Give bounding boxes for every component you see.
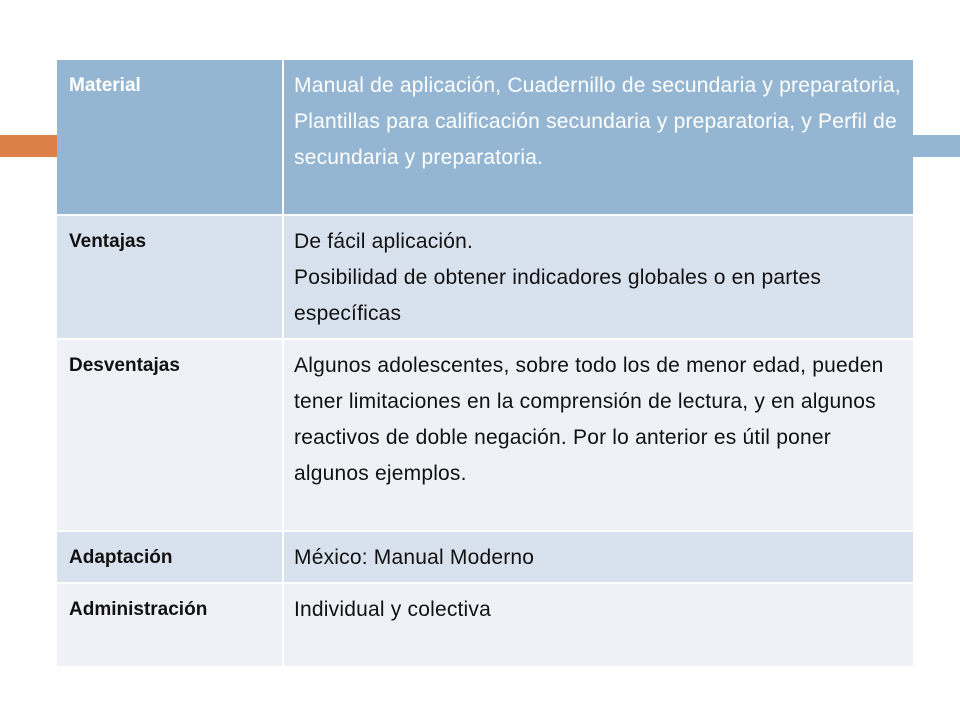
row-value-material: Manual de aplicación, Cuadernillo de secundaria y preparatoria, Plantillas para calificación secundaria y preparatoria, y Perfil de secundaria y preparatoria. <box>283 60 913 215</box>
row-value-adaptacion: México: Manual Moderno <box>283 531 913 583</box>
row-value-administracion: Individual y colectiva <box>283 583 913 667</box>
accent-bar-right <box>913 135 960 157</box>
accent-bar-left <box>0 135 57 157</box>
row-label-adaptacion: Adaptación <box>57 531 283 583</box>
table-row-administracion <box>57 583 913 667</box>
table-row-adaptacion <box>57 531 913 583</box>
row-value-ventajas <box>283 215 913 339</box>
row-value-desventajas: Algunos adolescentes, sobre todo los de menor edad, pueden tener limitaciones en la comprensión de lectura, y en algunos reactivos de doble negación. Por lo anterior es útil poner algunos ejemplos. <box>283 339 913 531</box>
info-table <box>57 60 913 668</box>
ventajas-line-1: De fácil aplicación. <box>294 230 474 253</box>
row-label-desventajas: Desventajas <box>57 339 283 531</box>
table-row-desventajas <box>57 339 913 531</box>
row-label-administracion: Administración <box>57 583 283 667</box>
row-label-ventajas: Ventajas <box>57 215 283 339</box>
row-label-material: Material <box>57 60 283 215</box>
table-row-material <box>57 60 913 215</box>
ventajas-line-2: Posibilidad de obtener indicadores globales o en partes específicas <box>294 266 822 325</box>
table-row-ventajas <box>57 215 913 339</box>
